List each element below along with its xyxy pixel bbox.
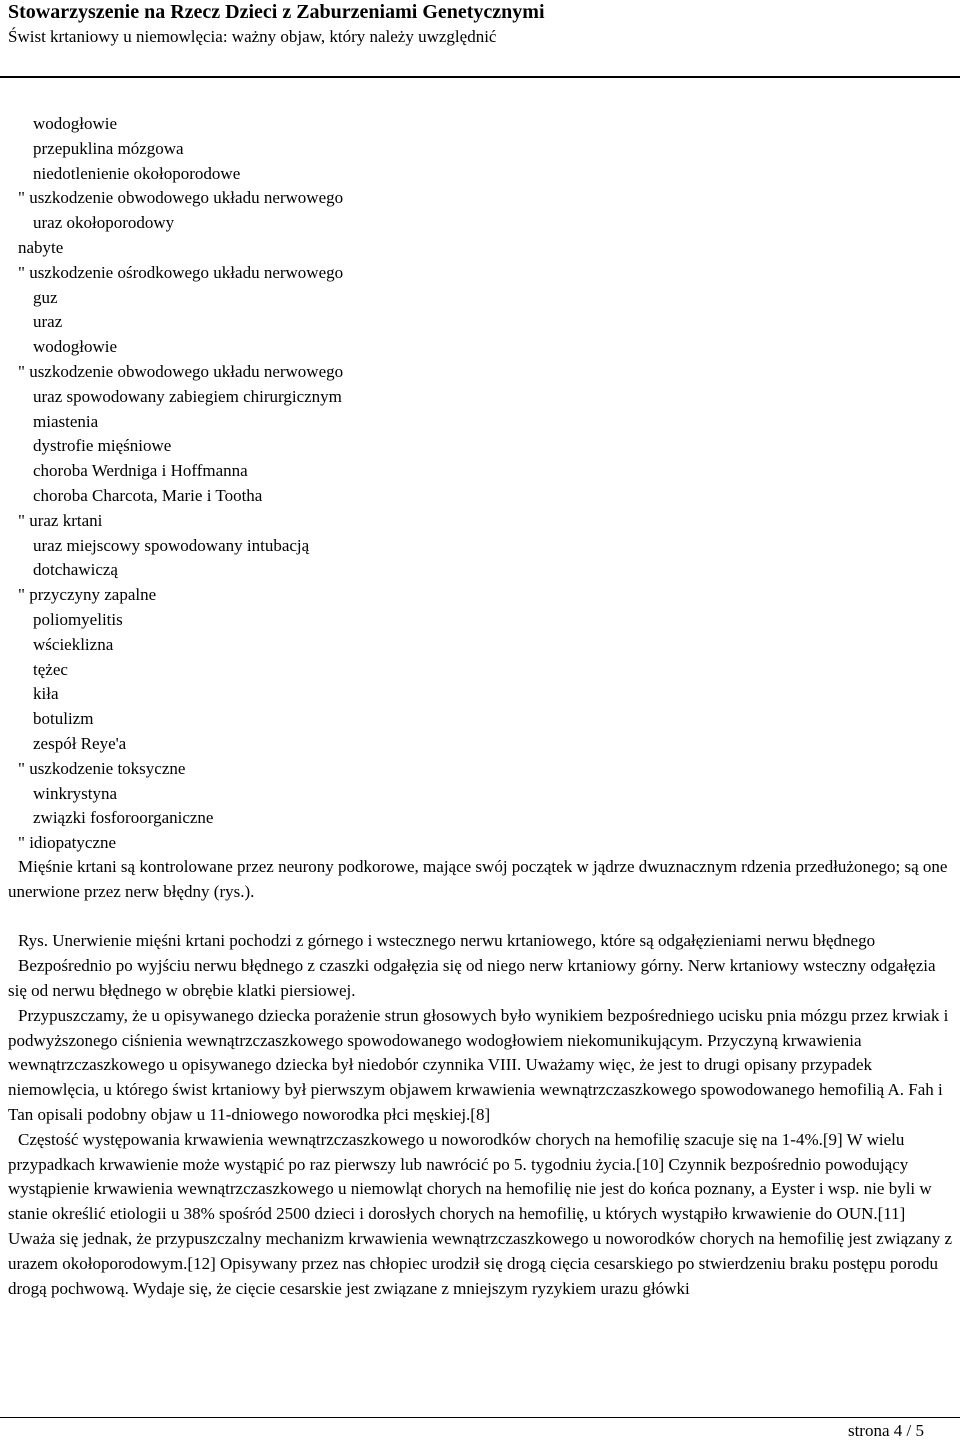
list-item: uraz bbox=[33, 312, 63, 332]
list-item: przepuklina mózgowa bbox=[33, 138, 184, 158]
list-item: " idiopatyczne bbox=[18, 833, 117, 853]
list-item: " uszkodzenie obwodowego układu nerwowego bbox=[18, 188, 344, 208]
article-body bbox=[8, 855, 956, 1301]
list-item: dystrofie mięśniowe bbox=[33, 436, 172, 456]
list-item: poliomyelitis bbox=[33, 609, 123, 629]
list-item: uraz miejscowy spowodowany intubacją bbox=[33, 535, 310, 555]
footer-divider bbox=[0, 1417, 960, 1418]
list-item: choroba Charcota, Marie i Tootha bbox=[33, 485, 263, 505]
organization-name: Stowarzyszenie na Rzecz Dzieci z Zaburzeniami Genetycznymi bbox=[8, 1, 545, 23]
paragraph-muscles: Mięśnie krtani są kontrolowane przez neurony podkorowe, mające swój początek w jądrze dwuznacznym rdzenia przedłużonego; są one unerwione przez nerw błędny (rys.). bbox=[8, 857, 948, 901]
list-item: " uraz krtani bbox=[18, 510, 103, 530]
header-divider bbox=[0, 76, 960, 78]
list-item: botulizm bbox=[33, 709, 94, 729]
cause-list bbox=[0, 112, 960, 856]
list-item: związki fosforoorganiczne bbox=[33, 808, 214, 828]
list-item: nabyte bbox=[18, 237, 64, 257]
list-item: uraz okołoporodowy bbox=[33, 213, 175, 233]
paragraph-incidence: Częstość występowania krwawienia wewnątrzczaszkowego u noworodków chorych na hemofilię szacuje się na 1-4%.[9] W wielu przypadkach krwawienie może wystąpić po raz pierwszy lub nawrócić po 5. tygodniu życia.[10] Czynnik bezpośrednio powodujący wystąpienie krwawienia wewnątrzczaszkowego u niemowląt chorych na hemofilię nie jest do końca poznany, a Eyster i wsp. nie byli w stanie określić etiologii u 38% spośród 2500 dzieci i dorosłych chorych na hemofilię, u których wystąpiło krwawienie do OUN.[11] Uważa się jednak, że przypuszczalny mechanizm krwawienia wewnątrzczaszkowego u noworodków chorych na hemofilię jest związany z urazem okołoporodowym.[12] Opisywany przez nas chłopiec urodził się drogą cięcia cesarskiego po stwierdzeniu braku postępu porodu drogą pochwową. Wydaje się, że cięcie cesarskie jest związane z mniejszym ryzykiem urazu główki bbox=[8, 1129, 953, 1298]
article-title: Świst krtaniowy u niemowlęcia: ważny objaw, który należy uwzględnić bbox=[8, 27, 497, 46]
paragraph-nerve: Bezpośrednio po wyjściu nerwu błędnego z czaszki odgałęzia się od niego nerw krtaniowy górny. Nerw krtaniowy wsteczny odgałęzia się od nerwu błędnego w obrębie klatki piersiowej. bbox=[8, 956, 936, 1000]
list-item: " uszkodzenie obwodowego układu nerwowego bbox=[18, 361, 344, 381]
list-item: tężec bbox=[33, 659, 68, 679]
list-item: " uszkodzenie toksyczne bbox=[18, 758, 186, 778]
list-item: uraz spowodowany zabiegiem chirurgicznym bbox=[33, 386, 342, 406]
list-item: " uszkodzenie ośrodkowego układu nerwowego bbox=[18, 262, 344, 282]
list-item: choroba Werdniga i Hoffmanna bbox=[33, 461, 248, 481]
list-item: miastenia bbox=[33, 411, 99, 431]
list-item: niedotlenienie okołoporodowe bbox=[33, 163, 241, 183]
list-item: wodogłowie bbox=[33, 114, 118, 133]
list-item: kiła bbox=[33, 684, 59, 704]
list-item: wodogłowie bbox=[33, 337, 118, 357]
page-header bbox=[8, 0, 952, 49]
list-item: winkrystyna bbox=[33, 783, 118, 803]
paragraph-case: Przypuszczamy, że u opisywanego dziecka porażenie strun głosowych było wynikiem bezpośredniego ucisku pnia mózgu przez krwiak i podwyższonego ciśnienia wewnątrzczaszkowego spowodowanego wodogłowiem niekomunikującym. Przyczyną krwawienia wewnątrzczaszkowego u opisywanego dziecka był niedobór czynnika VIII. Uważamy więc, że jest to drugi opisany przypadek niemowlęcia, u którego świst krtaniowy był pierwszym objawem krwawienia wewnątrzczaszkowego spowodowanego hemofilią A. Fah i Tan opisali podobny objaw u 11-dniowego noworodka płci męskiej.[8] bbox=[8, 1005, 949, 1124]
page-number: strona 4 / 5 bbox=[847, 1421, 924, 1440]
list-item: zespół Reye'a bbox=[33, 733, 127, 753]
list-item: guz bbox=[33, 287, 58, 307]
list-item: dotchawiczą bbox=[33, 560, 118, 580]
list-item: " przyczyny zapalne bbox=[18, 585, 157, 605]
list-item: wścieklizna bbox=[33, 634, 114, 654]
figure-caption: Rys. Unerwienie mięśni krtani pochodzi z górnego i wstecznego nerwu krtaniowego, które są odgałęzieniami nerwu błędnego bbox=[18, 931, 876, 951]
